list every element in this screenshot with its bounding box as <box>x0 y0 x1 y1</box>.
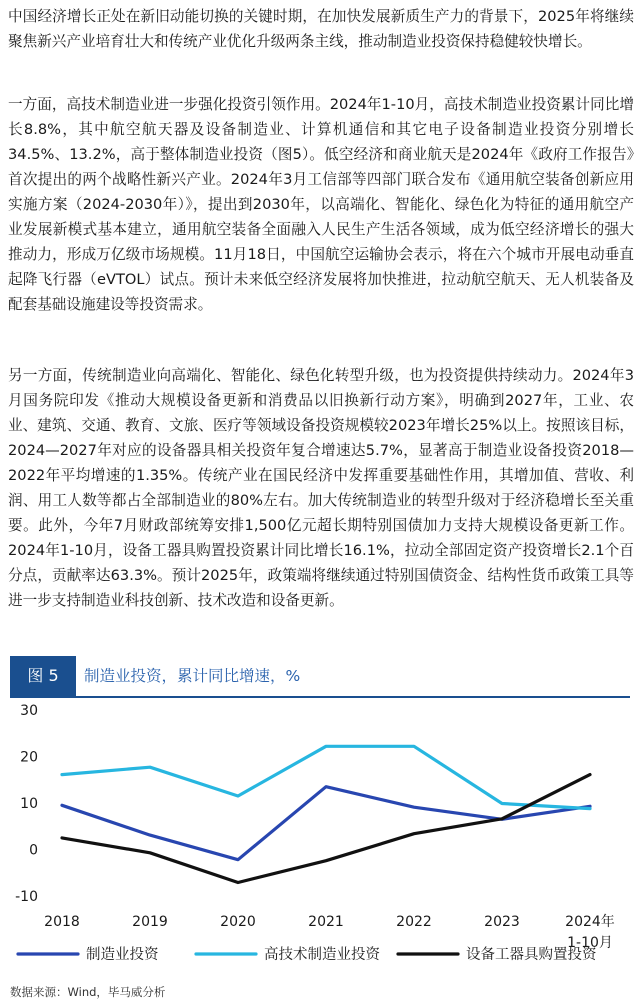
chart-series <box>62 746 590 882</box>
legend-label-3: 设备工器具购置投资 <box>466 947 597 963</box>
y-tick-label: 10 <box>20 796 38 812</box>
y-tick-label: 30 <box>20 703 38 719</box>
y-axis-ticks <box>15 703 38 905</box>
figure-header-rule <box>10 696 630 698</box>
legend-label-2: 高技术制造业投资 <box>264 947 380 963</box>
y-tick-label: -10 <box>15 889 38 905</box>
x-tick-label: 2018 <box>44 914 80 930</box>
y-tick-label: 0 <box>29 842 38 859</box>
paragraph-high-tech: 一方面，高技术制造业进一步强化投资引领作用。2024年1-10月，高技术制造业投资累计同比增长8.8%，其中航空航天器及设备制造业、计算机通信和其它电子设备制造业投资分别增长34.5%、13.2%，高于整体制造业投资（图5）。低空经济和商业航天是2024年《政府工作报告》首次提出的两个战略性新兴产业。2024年3月工信部等四部门联合发布《通用航空装备创新应用实施方案（2024-2030年）》，提出到2030年，以高端化、智能化、绿色化为特征的通用航空产业发展新模式基本建立，通用航空装备全面融入人民生产生活各领域，成为低空经济增长的强大推动力，形成万亿级市场规模。11月18日，中国航空运输协会表示，将在六个城市开展电动垂直起降飞行器（eVTOL）试点。预计未来低空经济发展将加快推进，拉动航空航天、无人机装备及配套基础设施建设等投资需求。 <box>8 96 634 313</box>
x-tick-label: 2019 <box>132 914 168 930</box>
paragraph-traditional: 另一方面，传统制造业向高端化、智能化、绿色化转型升级，也为投资提供持续动力。2024年3月国务院印发《推动大规模设备更新和消费品以旧换新行动方案》，明确到2027年，工业、农业、建筑、交通、教育、文旅、医疗等领域设备投资规模较2023年增长25%以上。按照该目标，2024—2027年对应的设备器具相关投资年复合增速达5.7%，显著高于制造业设备投资2018—2022年平均增速的1.35%。传统产业在国民经济中发挥重要基础性作用，其增加值、营收、利润、用工人数等都占全部制造业的80%左右。加大传统制造业的转型升级对于经济稳增长至关重要。此外，今年7月财政部统筹安排1,500亿元超长期特别国债加力支持大规模设备更新工作。2024年1-10月，设备工器具购置投资累计同比增长16.1%，拉动全部固定资产投资增长2.1个百分点，贡献率达63.3%。预计2025年，政策端将继续通过特别国债资金、结构性货币政策工具等进一步支持制造业科技创新、技术改造和设备更新。 <box>8 367 634 609</box>
figure-number-badge: 图 5 <box>10 656 76 696</box>
series-line-1 <box>62 787 590 860</box>
line-chart <box>0 700 640 980</box>
x-axis-ticks <box>44 913 615 951</box>
legend-label-1: 制造业投资 <box>86 947 159 963</box>
y-tick-label: 20 <box>20 749 38 766</box>
figure-title: 制造业投资，累计同比增速，% <box>84 667 301 685</box>
chart-legend <box>18 945 597 963</box>
x-tick-label: 2020 <box>220 914 256 930</box>
data-source-note: 数据来源：Wind，毕马威分析 <box>10 985 166 999</box>
series-line-3 <box>62 775 590 883</box>
x-tick-label: 2024年 1-10月 <box>565 914 615 951</box>
x-tick-label: 2021 <box>308 914 344 930</box>
series-line-2 <box>62 746 590 808</box>
x-tick-label: 2023 <box>484 914 520 930</box>
figure-header <box>0 656 640 698</box>
x-tick-label: 2022 <box>396 914 432 930</box>
paragraph-intro: 中国经济增长正处在新旧动能切换的关键时期，在加快发展新质生产力的背景下，2025年将继续聚焦新兴产业培育壮大和传统产业优化升级两条主线，推动制造业投资保持稳健较快增长。 <box>8 8 634 50</box>
